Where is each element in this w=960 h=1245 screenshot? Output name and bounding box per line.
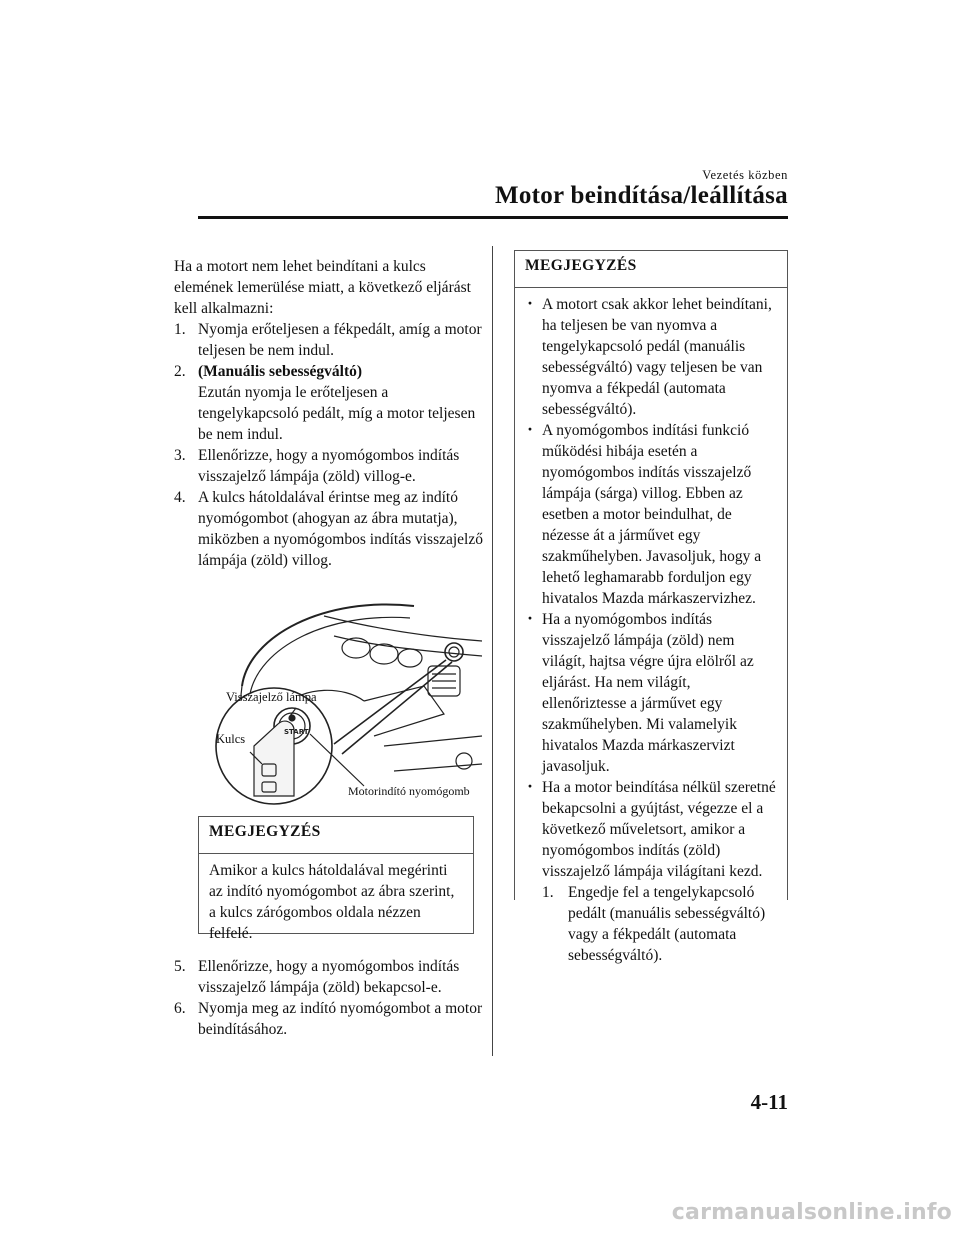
step-item xyxy=(174,956,490,998)
note-sub-number: 1. xyxy=(542,884,554,901)
step-number: 6. xyxy=(174,1000,186,1017)
steps-list-a xyxy=(174,319,490,571)
step-item xyxy=(174,487,490,571)
column-divider xyxy=(492,246,493,1056)
step-item xyxy=(174,361,490,445)
step-text: Ellenőrizze, hogy a nyomógombos indítás visszajelző lámpája (zöld) villog-e. xyxy=(198,447,460,485)
step-number: 4. xyxy=(174,489,186,506)
page-number: 4-11 xyxy=(750,1090,788,1114)
step-item xyxy=(174,319,490,361)
step-item xyxy=(174,445,490,487)
step-text: Nyomja meg az indító nyomógombot a motor beindításához. xyxy=(198,1000,483,1038)
step-text: Ezután nyomja le erőteljesen a tengelykapcsoló pedált, míg a motor teljesen be nem indul. xyxy=(198,384,476,443)
watermark: carmanualsonline.info xyxy=(671,1200,952,1225)
step-heading: (Manuális sebességváltó) xyxy=(198,363,363,380)
step-number: 2. xyxy=(174,363,186,380)
note-sub-item xyxy=(542,882,777,966)
note-box-right xyxy=(514,250,788,964)
step-number: 1. xyxy=(174,321,186,338)
note-sub-list xyxy=(542,882,777,966)
steps-list-b xyxy=(174,956,490,1040)
step-text: Ellenőrizze, hogy a nyomógombos indítás visszajelző lámpája (zöld) bekapcsol-e. xyxy=(198,958,460,996)
step-number: 5. xyxy=(174,958,186,975)
note-sub-text: Engedje fel a tengelykapcsoló pedált (manuális sebességváltó) vagy a fékpedált (automata sebességváltó). xyxy=(568,884,766,964)
note-title: MEGJEGYZÉS xyxy=(515,251,787,288)
running-header-section: Vezetés közben xyxy=(702,168,788,182)
note-bullet: · Ha a nyomógombos indítás visszajelző lámpája (zöld) nem világít, hajtsa végre újra elölről az eljárást. Ha nem világít, ellenőriztesse a járművet egy szakműhelyben. Mi valamelyik hivatalos Mazda márkaszervizt javasoljuk. xyxy=(525,609,777,777)
label-start-button: Motorindító nyomógomb xyxy=(348,784,470,798)
note-title: MEGJEGYZÉS xyxy=(199,817,473,854)
label-indicator-lamp: Visszajelző lámpa xyxy=(226,690,317,704)
step-number: 3. xyxy=(174,447,186,464)
step-text: Nyomja erőteljesen a fékpedált, amíg a motor teljesen be nem indul. xyxy=(198,321,482,359)
start-button-text: START xyxy=(284,728,309,736)
note-bullet xyxy=(525,777,777,966)
note-bullet: · A nyomógombos indítási funkció működési hibája esetén a nyomógombos indítás visszajelző lámpája (sárga) villog. Ebben az esetben a motor beindulhat, de nézesse át a járművet egy szakműhelyben. Javasoljuk, hogy a lehető leghamarabb forduljon egy hivatalos Mazda márkaszervizhez. xyxy=(525,420,777,609)
step-item xyxy=(174,998,490,1040)
note-bullet: · A motort csak akkor lehet beindítani, ha teljesen be van nyomva a tengelykapcsoló pedál (manuális sebességváltó) vagy teljesen be van nyomva a fékpedál (automata sebességváltó). xyxy=(525,294,777,420)
header-rule xyxy=(198,216,788,219)
note-body: Amikor a kulcs hátoldalával megérinti az indító nyomógombot az ábra szerint, a kulcs zárógombos oldala nézzen felfelé. xyxy=(209,862,455,942)
page-title: Motor beindítása/leállítása xyxy=(494,182,788,209)
note-box-left xyxy=(198,816,474,942)
note-body xyxy=(515,288,787,974)
intro-paragraph: Ha a motort nem lehet beindítani a kulcs elemének lemerülése miatt, a következő eljárást kell alkalmazni: xyxy=(174,258,471,317)
step-text: A kulcs hátoldalával érintse meg az indító nyomógombot (ahogyan az ábra mutatja), miközben a nyomógombos indítás visszajelző lámpája (zöld) villog. xyxy=(198,489,483,569)
note-bullet-list xyxy=(525,294,777,966)
label-key: Kulcs xyxy=(216,732,246,746)
note-bullet-text: Ha a motor beindítása nélkül szeretné bekapcsolni a gyújtást, végezze el a következő műveletsort, amikor a nyomógombos indítás (zöld) visszajelző lámpája világítani kezd. xyxy=(542,779,776,880)
